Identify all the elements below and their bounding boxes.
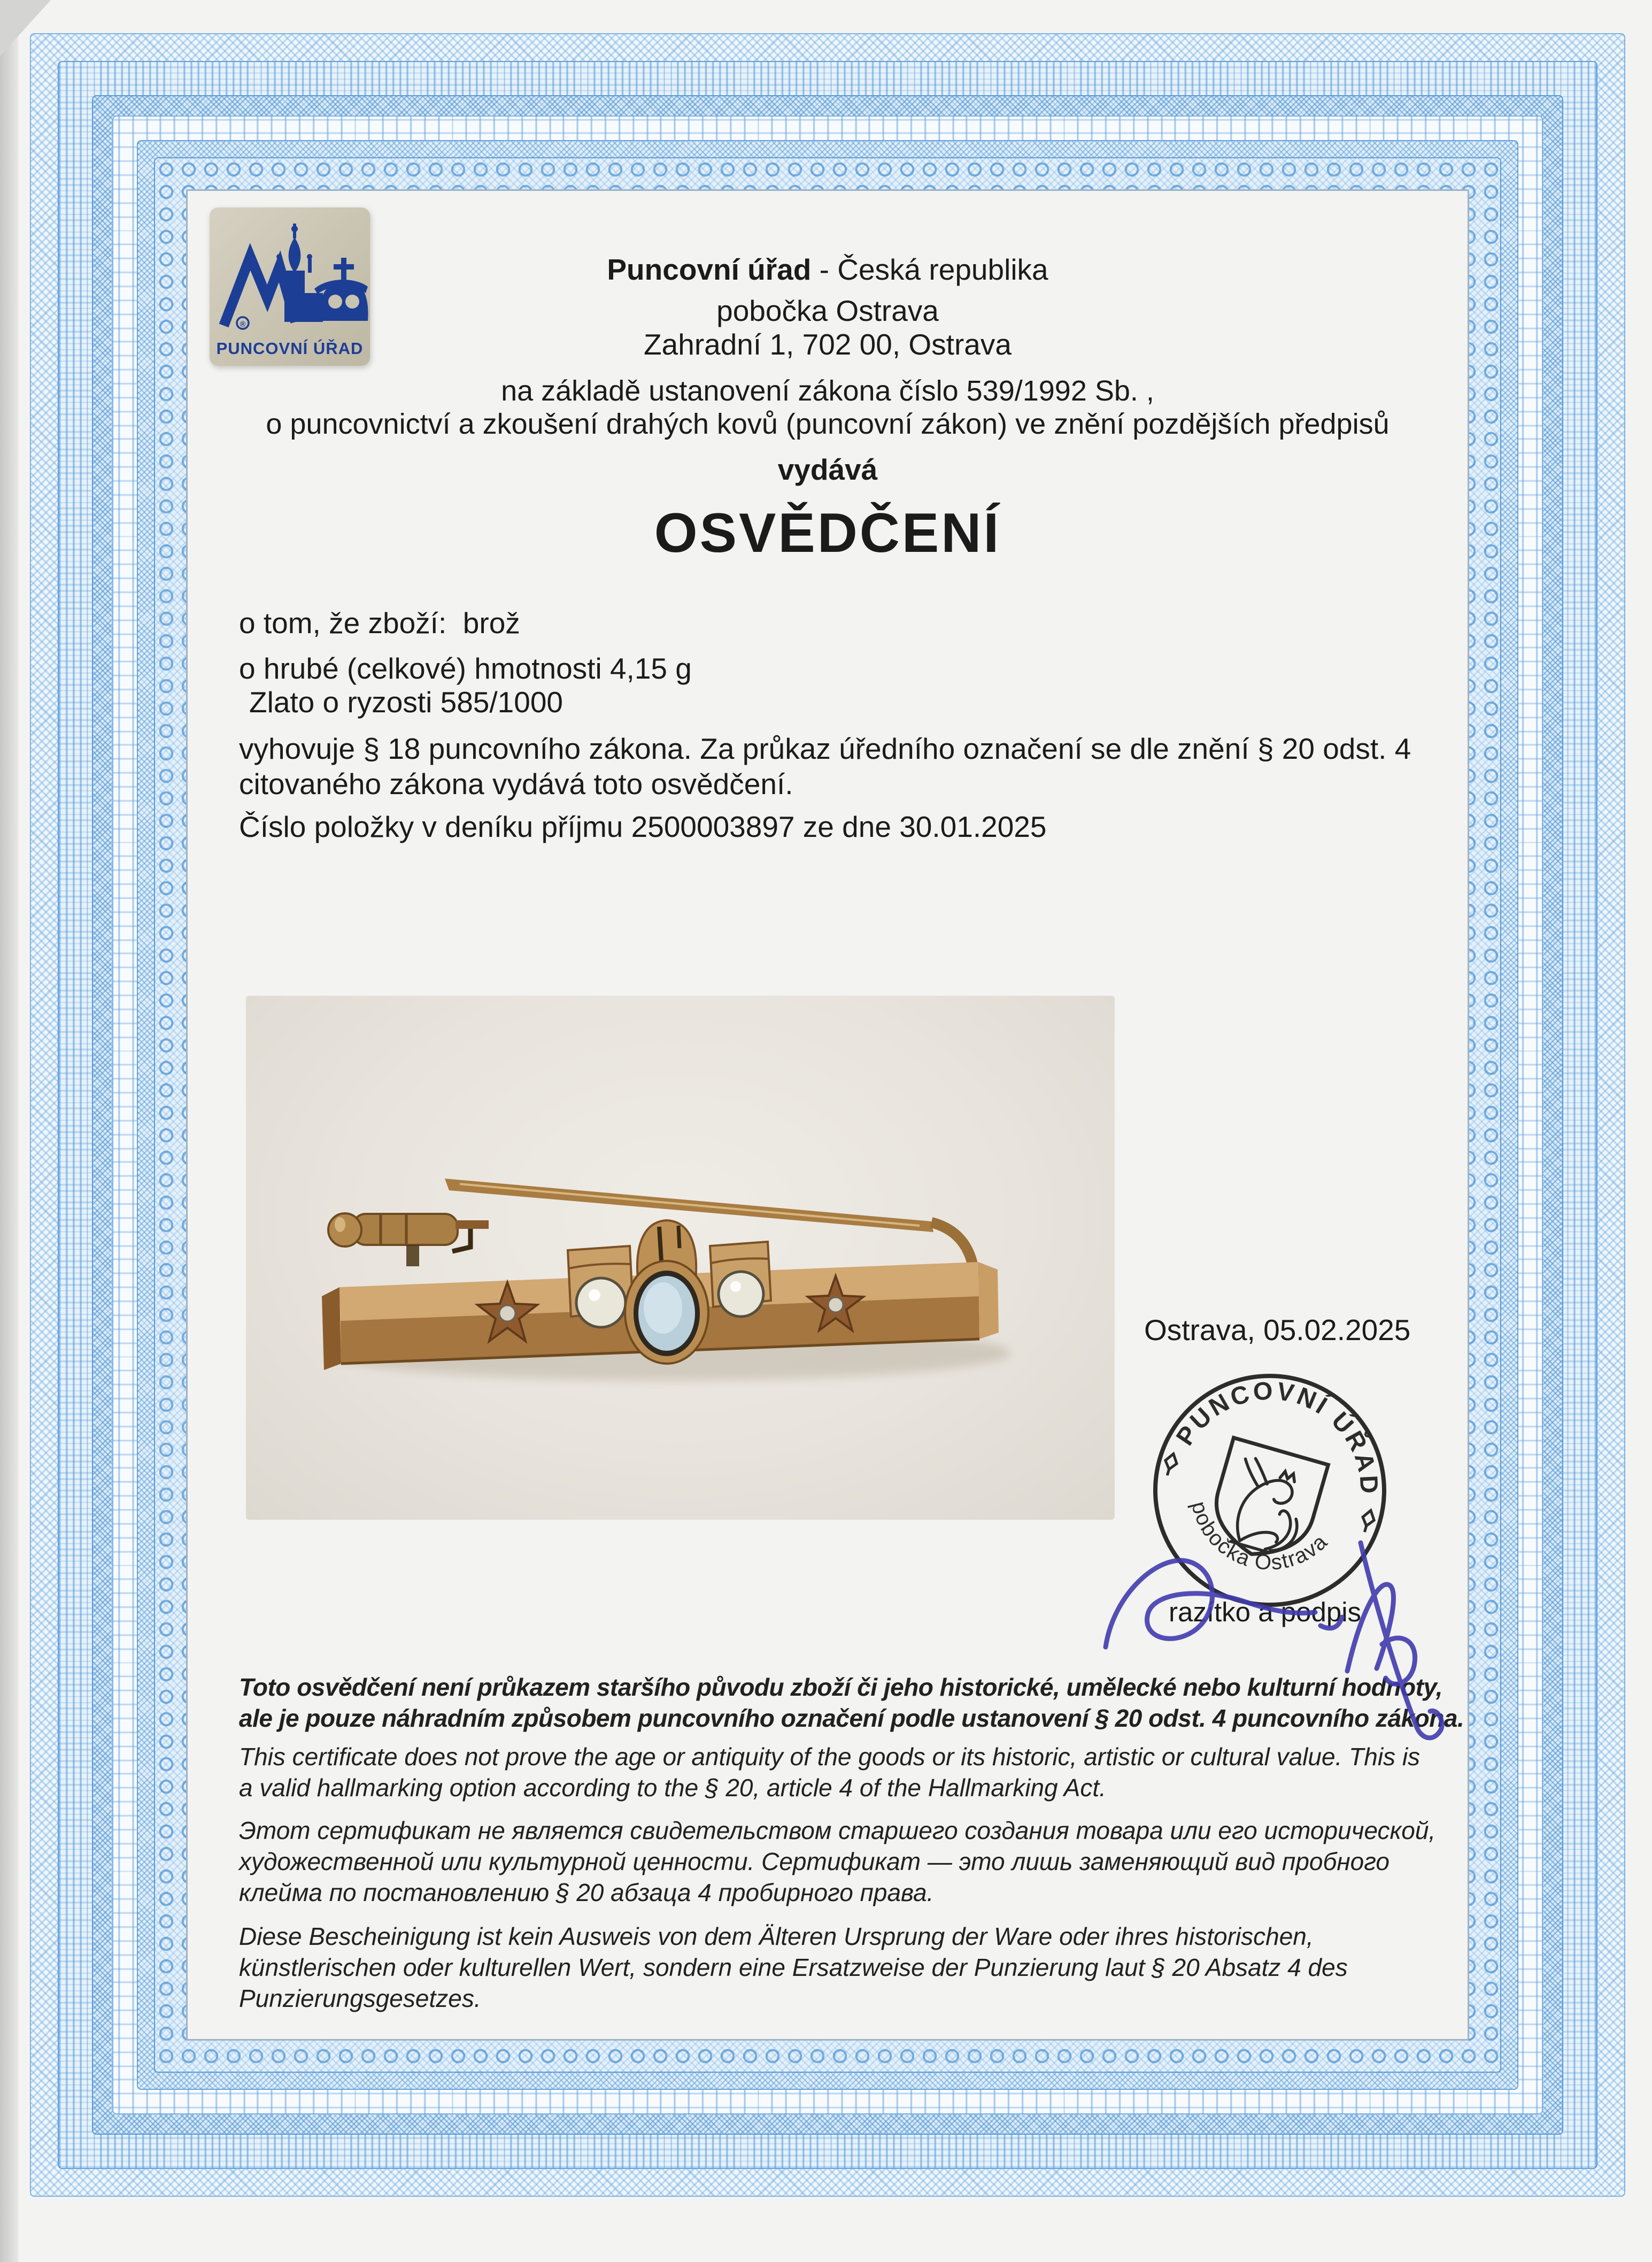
signature-ink: [1090, 1396, 1501, 1770]
journal-entry-line: Číslo položky v deníku příjmu 2500003897 ze dne 30.01.2025: [239, 810, 1047, 843]
weight-line: o hrubé (celkové) hmotnosti 4,15 g: [239, 652, 692, 685]
disclaimer-de-line-3: Punzierungsgesetzes.: [239, 1984, 481, 2012]
disclaimer-ru-line-1: Этот сертификат не является свидетельством старшего создания товара или его исторической,: [239, 1817, 1436, 1844]
place-date-line: Ostrava, 05.02.2025: [1144, 1313, 1411, 1347]
goods-line: o tom, že zboží: brož: [239, 606, 520, 640]
certificate-title: OSVĚDČENÍ: [654, 502, 1001, 564]
legal-basis-line-1: na základě ustanovení zákona číslo 539/1992 Sb. ,: [501, 375, 1154, 407]
legal-basis-line-2: o puncovnictví a zkoušení drahých kovů (puncovní zákon) ve znění pozdějších předpisů: [266, 408, 1389, 440]
issues-word: vydává: [777, 453, 878, 486]
disclaimer-ru-line-3: клейма по постановлению § 20 абзаца 4 пробирного права.: [239, 1879, 934, 1906]
disclaimer-ru-line-2: художественной или культурной ценности. Сертификат — это лишь заменяющий вид пробного: [239, 1848, 1390, 1875]
compliance-line-2: citovaného zákona vydává toto osvědčení.: [239, 767, 793, 801]
disclaimer-en-line-1: This certificate does not prove the age or antiquity of the goods or its historic, artistic or cultural value. This is: [239, 1743, 1421, 1771]
disclaimer-de-line-1: Diese Bescheinigung ist kein Ausweis von dem Älteren Ursprung der Ware oder ihres historischen,: [239, 1922, 1314, 1950]
disclaimer-cs-line-1: Toto osvědčení není průkazem staršího původu zboží či jeho historické, umělecké nebo kulturní hodnoty,: [239, 1673, 1443, 1701]
compliance-line-1: vyhovuje § 18 puncovního zákona. Za průkaz úředního označení se dle znění § 20 odst. 4: [239, 732, 1411, 765]
stamp-caption: razítko a podpis: [1169, 1597, 1362, 1627]
registered-mark: ®: [240, 320, 246, 329]
org-name-rest: - Česká republika: [811, 253, 1048, 286]
stamp-arc-bottom-text: pobočka Ostrava: [1186, 1499, 1333, 1575]
brooch-image: [246, 996, 1115, 1520]
logo-label: PUNCOVNÍ ÚŘAD: [216, 339, 364, 358]
org-name-bold: Puncovní úřad: [607, 253, 812, 286]
disclaimer-de-line-2: künstlerischen oder kulturellen Wert, sondern eine Ersatzweise der Punzierung laut § 20 Absatz 4 des: [239, 1953, 1348, 1981]
goods-photo: [246, 996, 1115, 1520]
fineness-line: Zlato o ryzosti 585/1000: [249, 686, 563, 719]
org-title-line: [181, 252, 1475, 287]
disclaimer-en-line-2: a valid hallmarking option according to the § 20, article 4 of the Hallmarking Act.: [239, 1774, 1106, 1802]
branch-line: pobočka Ostrava: [716, 294, 939, 327]
disclaimer-cs-line-2: ale je pouze náhradním způsobem puncovního označení podle ustanovení § 20 odst. 4 puncovního zákona.: [239, 1704, 1464, 1732]
address-line: Zahradní 1, 702 00, Ostrava: [644, 328, 1012, 361]
scan-background-edge: [0, 0, 18, 2262]
scan-corner-shadow: [0, 0, 51, 56]
stamp-arc-top-text: PUNCOVNÍ ÚŘAD: [1170, 1376, 1384, 1497]
